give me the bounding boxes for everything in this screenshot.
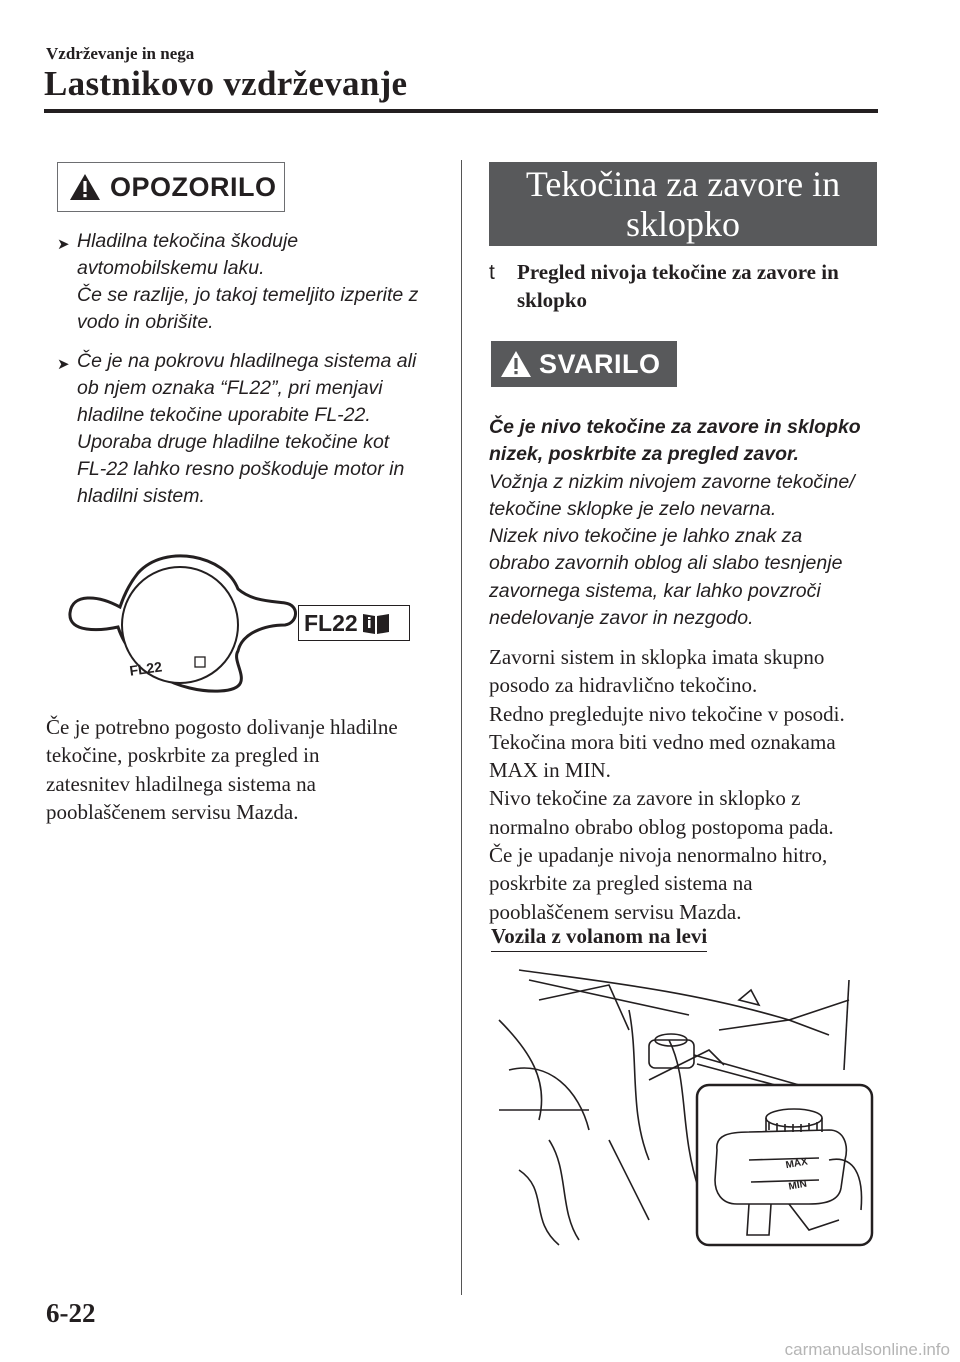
paragraph-line: posodo za hidravlično tekočino. [489,673,758,698]
cap-marking: FL22 [128,658,163,679]
paragraph-line: pooblaščenem servisu Mazda. [489,899,742,924]
brake-paragraph [489,643,889,926]
title-rule [44,109,878,113]
sub-heading [489,259,879,314]
caution-line: tekočine sklopke je zelo nevarna. [489,497,777,520]
arrow-bullet-icon: ➤ [57,236,70,253]
arrow-bullet-icon: ➤ [57,356,70,373]
caution-line: Vožnja z nizkim nivojem zavorne tekočine/ [489,470,855,493]
sub-heading-line: Pregled nivoja tekočine za zavore in [517,260,839,284]
section-title-box [489,162,877,246]
watermark: carmanualsonline.info [784,1340,950,1359]
page-number: 6-22 [46,1298,96,1328]
caution-line: obrabo zavornih oblog ali slabo tesnjenje [489,552,843,575]
caution-text [489,414,889,632]
book-icon [361,610,391,636]
caution-line: nedelovanje zavor in nezgodo. [489,607,754,630]
bullet-line: Uporaba druge hladilne tekočine kot [77,431,390,453]
paragraph-line: Zavorni sistem in sklopka imata skupno [489,645,825,669]
bullet-line: FL-22 lahko resno poškoduje motor in [77,458,405,480]
bullet-line: hladilne tekočine uporabite FL-22. [77,404,371,426]
paragraph-line: zatesnitev hladilnega sistema na [46,771,316,796]
bullet-line: vodo in obrišite. [77,311,214,333]
paragraph-line: Če je upadanje nivoja nenormalno hitro, [489,843,828,868]
brake-reservoir-illustration [489,960,879,1250]
section-title-line: Tekočina za zavore in [525,164,841,204]
paragraph-line: pooblaščenem servisu Mazda. [46,799,299,824]
caution-bold-line: nizek, poskrbite za pregled zavor. [489,443,799,466]
breadcrumb: Vzdrževanje in nega [46,44,195,63]
paragraph-line: tekočine, poskrbite za pregled in [46,743,320,768]
paragraph-line: normalno obrabo oblog postopoma pada. [489,814,834,839]
paragraph-line: Tekočina mora biti vedno med oznakama [489,729,836,754]
warning-bullet [57,348,447,510]
column-divider [461,160,462,1295]
coolant-paragraph [46,713,446,826]
min-label: MIN [787,1178,808,1193]
section-title-line: sklopko [625,204,740,244]
warning-bullets [57,228,447,510]
vehicle-heading: Vozila z volanom na levi [491,924,707,952]
page-title: Lastnikovo vzdrževanje [44,64,408,103]
warning-bullet [57,228,447,336]
paragraph-line: MAX in MIN. [489,758,611,783]
bullet-line: Hladilna tekočina škoduje [77,230,299,252]
fl22-label: FL22 [304,609,358,636]
warning-label: OPOZORILO [110,171,277,202]
bullet-line: hladilni sistem. [77,485,205,507]
caution-line: Nizek nivo tekočine je lahko znak za [489,525,803,548]
caution-line: zavornega sistema, kar lahko povzroči [489,579,821,602]
bullet-line: avtomobilskemu laku. [77,257,265,279]
bullet-line: Če se razlije, jo takoj temeljito izperite z [77,284,419,306]
caution-box [491,341,677,387]
paragraph-line: Redno pregledujte nivo tekočine v posodi. [489,701,845,726]
paragraph-line: Nivo tekočine za zavore in sklopko z [489,786,801,811]
warning-box [57,162,285,212]
paragraph-line: poskrbite za pregled sistema na [489,871,753,896]
caution-bold-line: Če je nivo tekočine za zavore in sklopko [489,416,861,438]
max-label: MAX [784,1156,809,1172]
warning-triangle-icon [68,172,102,202]
sub-heading-line: sklopko [517,287,588,312]
fl22-label-box [298,605,410,641]
bullet-line: ob njem oznaka “FL22”, pri menjavi [77,377,383,399]
paragraph-line: Če je potrebno pogosto dolivanje hladilne [46,715,398,739]
sub-heading-marker: t [489,261,495,284]
caution-label: SVARILO [539,348,661,379]
caution-triangle-icon [499,349,533,379]
bullet-line: Če je na pokrovu hladilnega sistema ali [77,350,417,372]
